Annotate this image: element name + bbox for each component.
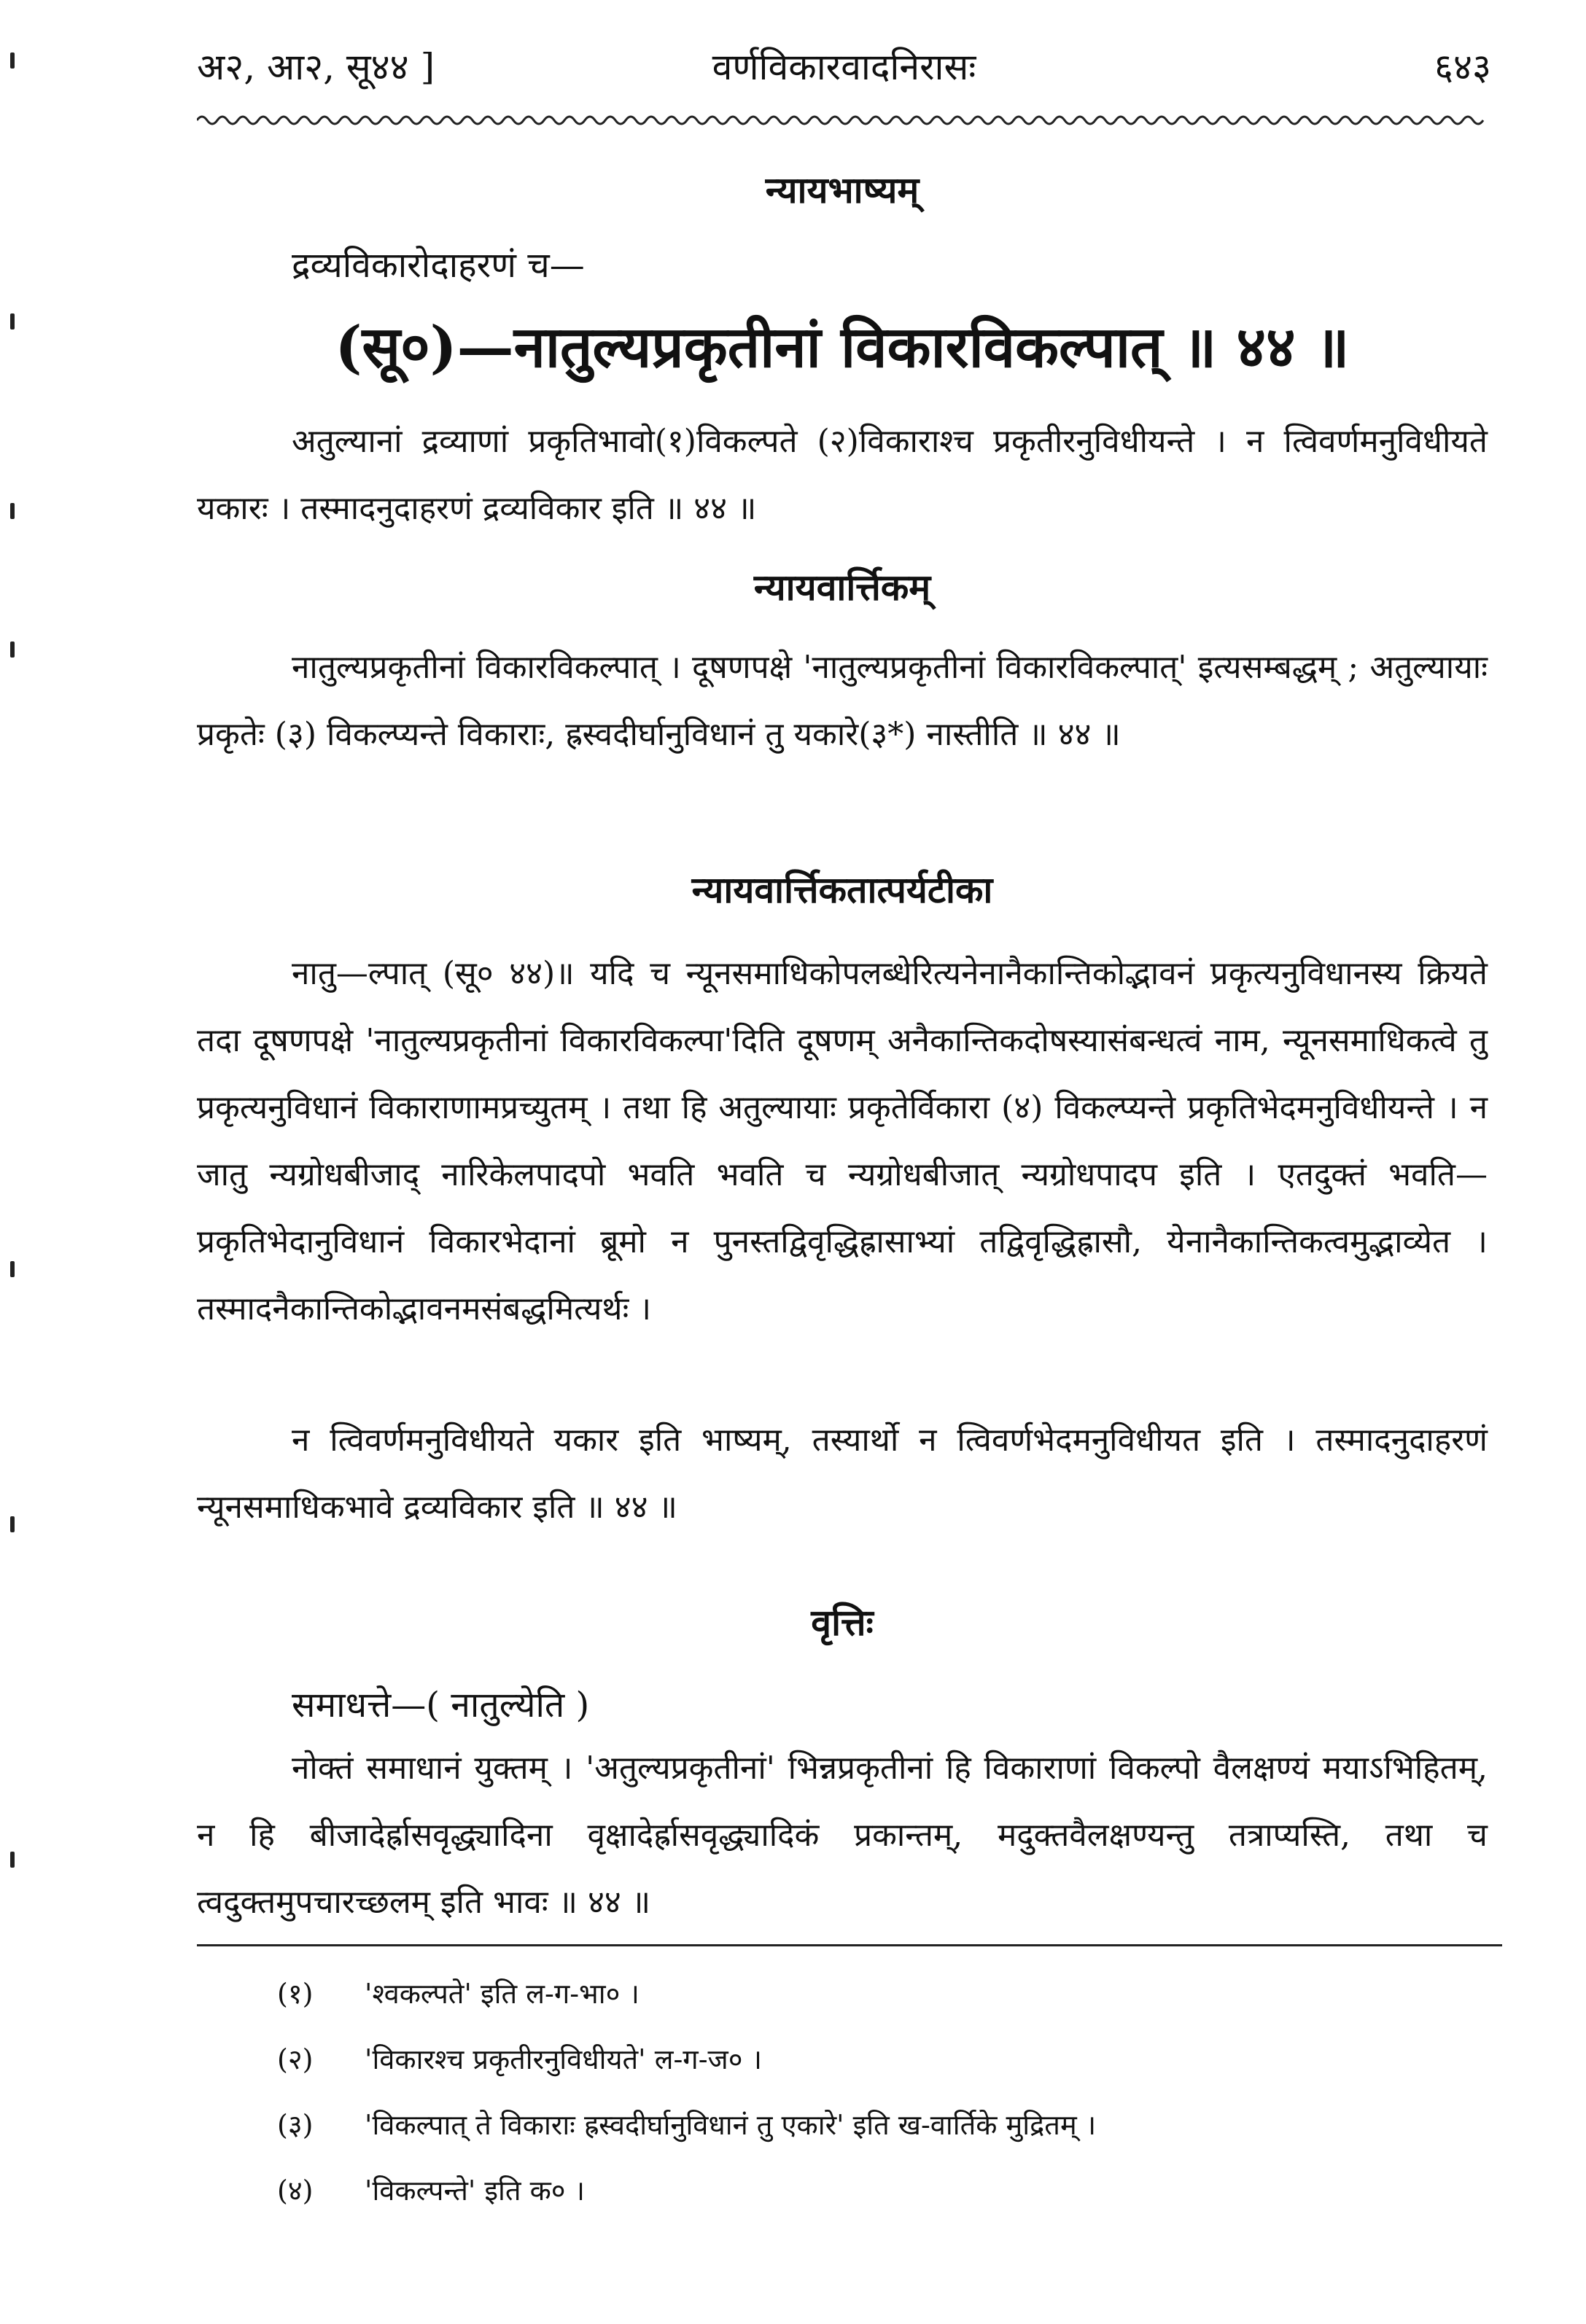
- margin-mark: [10, 52, 15, 69]
- footnote-rule: [197, 1944, 1502, 1946]
- footnote: (२) 'विकारश्च प्रकृतीरनुविधीयते' ल-ग-ज० ।: [277, 2043, 762, 2075]
- margin-mark: [10, 1516, 15, 1532]
- vritti-text: नोक्तं समाधानं युक्तम् । 'अतुल्यप्रकृतीनां' भिन्नप्रकृतीनां हि विकाराणां विकल्पो वैलक्षण्यं मयाऽभिहितम्, न हि बीजादेर्ह्रासवृद्ध्यादिना वृक्षादेर्ह्रासवृद्ध्यादिकं प्रकान्तम्, मदुक्तवैलक्षण्यन्तु तत्राप्यस्ति, तथा च त्वदुक्तमुपचारच्छलम् इति भावः ॥ ४४ ॥: [197, 1750, 1488, 1921]
- vartika-heading: न्यायवार्त्तिकम्: [753, 566, 931, 609]
- footnote: (१) 'श्वकल्पते' इति ल-ग-भा० ।: [277, 1978, 640, 2010]
- footnote: (४) 'विकल्पन्ते' इति क० ।: [277, 2175, 586, 2207]
- header-section-ref: अ२, आ२, सू४४ ]: [197, 46, 435, 88]
- margin-mark: [10, 1261, 15, 1277]
- margin-mark: [10, 642, 15, 658]
- page-number: ६४३: [1434, 46, 1491, 88]
- bhashya-heading: न्यायभाष्यम्: [765, 168, 920, 211]
- margin-mark: [10, 503, 15, 519]
- tika-text-2: न त्विवर्णमनुविधीयते यकार इति भाष्यम्, तस्यार्थो न त्विवर्णभेदमनुविधीयत इति । तस्मादनुदाहरणं न्यूनसमाधिकभावे द्रव्यविकार इति ॥ ४४ ॥: [197, 1422, 1488, 1526]
- bhashya-text: अतुल्यानां द्रव्याणां प्रकृतिभावो(१)विकल्पते (२)विकाराश्च प्रकृतीरनुविधीयन्ते । न त्विवर्णमनुविधीयते यकारः । तस्मादनुदाहरणं द्रव्यविकार इति ॥ ४४ ॥: [197, 423, 1488, 527]
- vartika-text: नातुल्यप्रकृतीनां विकारविकल्पात् । दूषणपक्षे 'नातुल्यप्रकृतीनां विकारविकल्पात्' इत्यसम्बद्धम् ; अतुल्यायाः प्रकृतेः (३) विकल्प्यन्ते विकाराः, ह्रस्वदीर्घानुविधानं तु यकारे(३*) नास्तीति ॥ ४४ ॥: [197, 649, 1488, 753]
- tika-heading: न्यायवार्त्तिकतात्पर्यटीका: [691, 868, 993, 911]
- sutra-line: (सू०)—नातुल्यप्रकृतीनां विकारविकल्पात् ॥ ४४ ॥: [335, 314, 1350, 381]
- margin-marks: [10, 0, 25, 2324]
- header-title: वर्णविकारवादनिरासः: [712, 46, 976, 88]
- margin-mark: [10, 313, 15, 330]
- vritti-intro: समाधत्ते—( नातुल्येति ): [292, 1685, 590, 1726]
- intro-line: द्रव्यविकारोदाहरणं च—: [292, 245, 585, 286]
- margin-mark: [10, 1852, 15, 1868]
- header-wavy-rule: [197, 109, 1488, 131]
- tika-text-1: नातु—ल्पात् (सू० ४४)॥ यदि च न्यूनसमाधिकोपलब्धेरित्यनेनानैकान्तिकोद्भावनं प्रकृत्यनुविधानस्य क्रियते तदा दूषणपक्षे 'नातुल्यप्रकृतीनां विकारविकल्पा'दिति दूषणम् अनैकान्तिकदोषस्यासंबन्धत्वं नाम, न्यूनसमाधिकत्वे तु प्रकृत्यनुविधानं विकाराणामप्रच्युतम् । तथा हि अतुल्यायाः प्रकृतेर्विकारा (४) विकल्प्यन्ते प्रकृतिभेदमनुविधीयन्ते । न जातु न्यग्रोधबीजाद् नारिकेलपादपो भवति भवति च न्यग्रोधबीजात् न्यग्रोधपादप इति । एतदुक्तं भवति—प्रकृतिभेदानुविधानं विकारभेदानां ब्रूमो न पुनस्तद्विवृद्धिह्रासाभ्यां तद्विवृद्धिह्रासौ, येनानैकान्तिकत्वमुद्भाव्येत । तस्मादनैकान्तिकोद्भावनमसंबद्धमित्यर्थः ।: [197, 955, 1488, 1327]
- vritti-heading: वृत्तिः: [811, 1601, 874, 1644]
- page-header: [197, 38, 1491, 96]
- footnote: (३) 'विकल्पात् ते विकाराः ह्रस्वदीर्घानुविधानं तु एकारे' इति ख-वार्तिके मुद्रितम् ।: [277, 2109, 1097, 2141]
